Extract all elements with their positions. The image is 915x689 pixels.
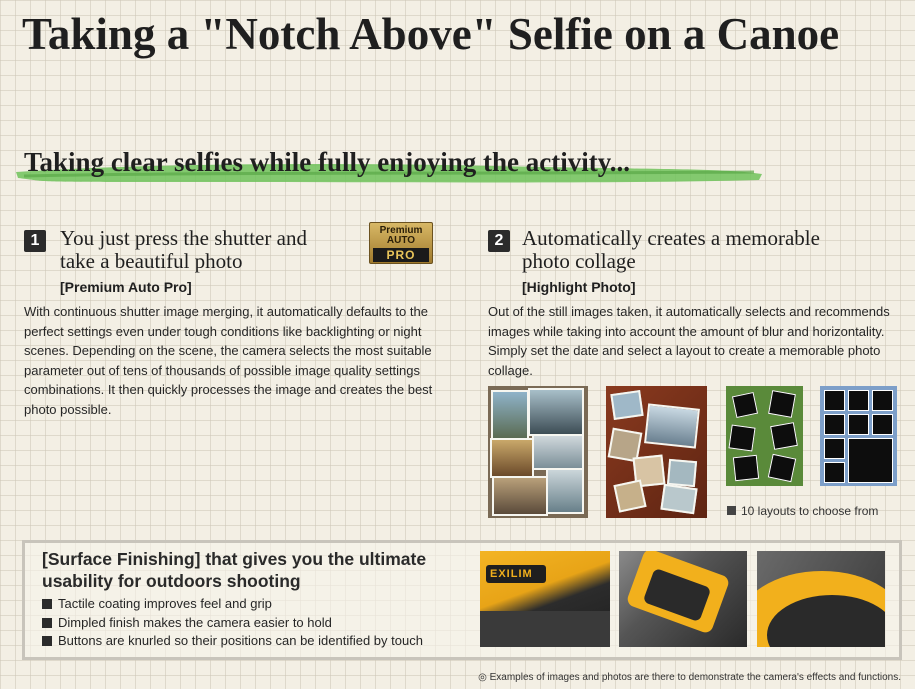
section1-subheading: [Premium Auto Pro] [60, 279, 192, 295]
logo-line3: PRO [373, 248, 429, 262]
section1-heading [60, 227, 360, 273]
square-bullet-icon [42, 636, 52, 646]
square-bullet-icon [42, 618, 52, 628]
premium-auto-pro-logo [369, 222, 433, 264]
camera-closeup-photo [757, 551, 885, 647]
page-title: Taking a "Notch Above" Selfie on a Canoe [22, 9, 840, 59]
section2-heading [522, 227, 902, 273]
section2-heading-line2: photo collage [522, 249, 636, 273]
square-bullet-icon [42, 599, 52, 609]
list-item: Buttons are knurled so their positions can be identified by touch [42, 632, 482, 651]
collage-layout-template [726, 386, 803, 486]
section1-body: With continuous shutter image merging, it automatically defaults to the perfect settings even under tough conditions like backlighting or night scenes. Depending on the scene, the camera selects the most suitable parameter out of tens of thousands of possible image quality settings combinations. It then quickly processes the image and creates the best photo possible. [24, 304, 433, 417]
logo-line1: Premium [379, 225, 423, 236]
section2-body: Out of the still images taken, it automatically selects and recommends images while taking into account the amount of blur and horizontality. Simply set the date and select a layout to create a memorable photo collage. [488, 304, 890, 378]
square-bullet-icon [727, 506, 736, 515]
camera-closeup-photo [619, 551, 747, 647]
section2-heading-line1: Automatically creates a memorable [522, 226, 820, 250]
camera-brand-label: EXILIM [490, 568, 533, 580]
layouts-caption: 10 layouts to choose from [727, 503, 878, 519]
section1-heading-line1: You just press the shutter and [60, 226, 307, 250]
section1-heading-line2: take a beautiful photo [60, 249, 243, 273]
list-item: Tactile coating improves feel and grip [42, 595, 482, 614]
section2-subheading: [Highlight Photo] [522, 279, 636, 295]
section-number-badge: 2 [488, 230, 510, 252]
circle-bullet-icon: ◎ [478, 672, 490, 683]
subtitle: Taking clear selfies while fully enjoying the activity... [24, 147, 630, 177]
logo-line2: AUTO [386, 235, 416, 246]
surface-finishing-list [42, 595, 482, 651]
section-number-badge: 1 [24, 230, 46, 252]
list-item: Dimpled finish makes the camera easier to hold [42, 614, 482, 633]
footnote: ◎ Examples of images and photos are there to demonstrate the camera's effects and functions. [478, 672, 901, 683]
collage-layout-template [820, 386, 897, 486]
camera-closeup-photo [480, 551, 610, 647]
collage-example-photo [606, 386, 707, 518]
collage-example-photo [488, 386, 588, 518]
surface-finishing-title: [Surface Finishing] that gives you the ultimate usability for outdoors shooting [42, 549, 427, 591]
